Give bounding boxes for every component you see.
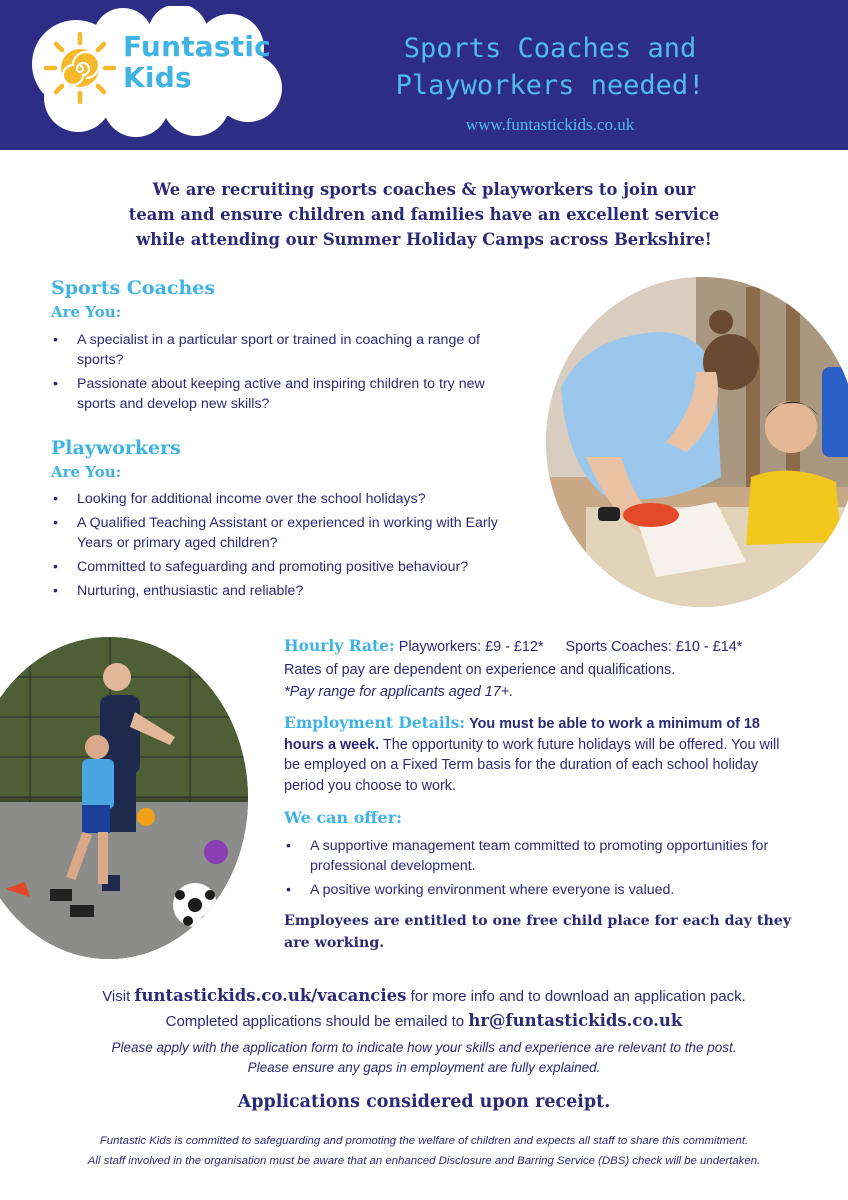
hourly-rate-section xyxy=(284,636,824,702)
list-item: • Looking for additional income over the school holidays? xyxy=(51,489,521,509)
vacancies-link[interactable]: funtastickids.co.uk/vacancies xyxy=(134,986,407,1005)
photo-coach-with-child xyxy=(0,637,248,959)
logo-line-2: Kids xyxy=(123,61,192,94)
employment-details-label: Employment Details: xyxy=(284,713,466,732)
policy-line-1: Funtastic Kids is committed to safeguarding and promoting the welfare of children and expects all staff to share this commitment. xyxy=(99,1135,749,1147)
title-line-2: Playworkers needed! xyxy=(395,70,705,101)
employment-details-section xyxy=(284,713,784,796)
email-line xyxy=(0,1011,848,1030)
we-can-offer-heading: We can offer: xyxy=(284,808,403,827)
free-child-place-benefit: Employees are entitled to one free child place for each day they are working. xyxy=(284,913,792,951)
pay-age-note: *Pay range for applicants aged 17+. xyxy=(284,684,514,700)
playworkers-rate: Playworkers: £9 - £12* xyxy=(398,639,544,655)
intro-paragraph xyxy=(60,177,788,252)
apply-instruction-1: Please apply with the application form to indicate how your skills and experience are relevant to the post. xyxy=(111,1040,737,1055)
intro-line-3: while attending our Summer Holiday Camps across Berkshire! xyxy=(136,230,712,249)
intro-line-1: We are recruiting sports coaches & playworkers to join our xyxy=(152,180,696,199)
header-banner xyxy=(0,0,848,150)
rate-note: Rates of pay are dependent on experience and qualifications. xyxy=(284,662,676,678)
title-line-1: Sports Coaches and xyxy=(403,33,697,64)
sports-coaches-list xyxy=(51,330,521,418)
visit-line xyxy=(0,986,848,1005)
playworkers-list xyxy=(51,489,521,605)
list-item: • A Qualified Teaching Assistant or experienced in working with Early Years or primary aged children? xyxy=(51,513,521,553)
policy-line-2: All staff involved in the organisation must be aware that an enhanced Disclosure and Barring Service (DBS) check will be undertaken. xyxy=(87,1155,761,1167)
list-item: • Nurturing, enthusiastic and reliable? xyxy=(51,581,521,601)
list-item: • Committed to safeguarding and promoting positive behaviour? xyxy=(51,557,521,577)
logo-wordmark xyxy=(123,31,271,93)
visit-prefix: Visit xyxy=(102,988,131,1005)
applications-receipt-notice: Applications considered upon receipt. xyxy=(237,1092,611,1112)
visit-suffix: for more info and to download an application pack. xyxy=(410,988,746,1005)
intro-line-2: team and ensure children and families have an excellent service xyxy=(128,205,720,224)
playworkers-heading: Playworkers xyxy=(51,437,181,459)
email-prefix: Completed applications should be emailed to xyxy=(165,1013,465,1030)
photo-teacher-illustration xyxy=(546,277,848,607)
employment-details-text: The opportunity to work future holidays will be offered. You will be employed on a Fixed Term basis for the duration of each school holiday period you choose to work. xyxy=(284,736,780,794)
list-item: • A supportive management team committed to promoting opportunities for professional development. xyxy=(284,836,814,876)
hourly-rate-label: Hourly Rate: xyxy=(284,636,395,655)
photo-teacher-with-child xyxy=(546,277,848,607)
website-link[interactable]: www.funtastickids.co.uk xyxy=(465,115,635,134)
email-link[interactable]: hr@funtastickids.co.uk xyxy=(468,1011,683,1030)
apply-instruction-2: Please ensure any gaps in employment are fully explained. xyxy=(247,1060,601,1075)
sports-coaches-heading: Sports Coaches xyxy=(51,277,216,299)
offer-list xyxy=(284,836,814,904)
sun-spiral-icon xyxy=(42,30,118,106)
list-item: • A specialist in a particular sport or trained in coaching a range of sports? xyxy=(51,330,521,370)
list-item: • Passionate about keeping active and inspiring children to try new sports and develop new skills? xyxy=(51,374,521,414)
sports-are-you-subheading: Are You: xyxy=(51,303,122,321)
photo-coach-illustration xyxy=(0,637,248,959)
list-item: • A positive working environment where everyone is valued. xyxy=(284,880,814,900)
page-title xyxy=(350,30,750,104)
logo-line-1: Funtastic xyxy=(123,30,271,63)
playworkers-are-you-subheading: Are You: xyxy=(51,463,122,481)
hourly-rate-line xyxy=(284,636,824,657)
sports-coaches-rate: Sports Coaches: £10 - £14* xyxy=(565,639,743,655)
employment-minimum-hours: You must be able to work a minimum of 18 hours a week. xyxy=(284,716,760,753)
